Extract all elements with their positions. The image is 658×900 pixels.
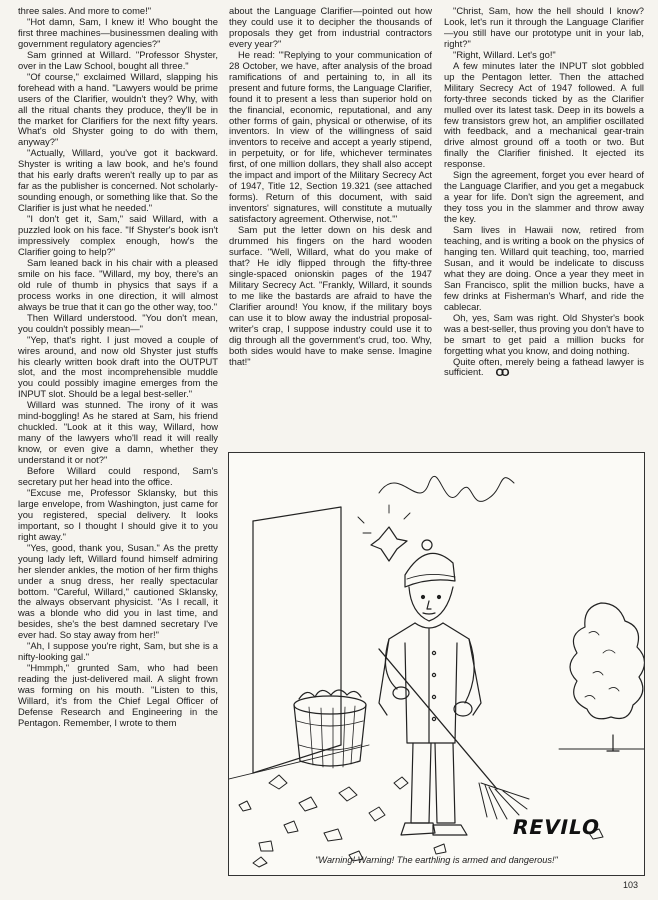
paragraph: "Hmmph," grunted Sam, who had been reading the just-delivered mail. A slight frown was forming on his mouth. "Listen to this, Willard, it's from the Chief Legal Officer of Defense Research and Engineering in the Pentagon. Remember, I wrote to them <box>18 662 218 728</box>
last-paragraph <box>444 357 644 380</box>
paragraph: three sales. And more to come!" <box>18 5 152 16</box>
paragraph: Sam leaned back in his chair with a pleased smile on his face. "Willard, my boy, there's an old rule of thumb in physics that says if a process works in one direction, it will almost always be true that it can go the other way, too." <box>18 256 218 312</box>
cartoon-caption: "Warning! Warning! The earthling is armed and dangerous!" <box>315 855 558 865</box>
paragraph: "Actually, Willard, you've got it backward. Shyster is writing a law book, and he's found that his early drafts weren't really up to par as far as the publisher is concerned. Not scholarly-sounding enough, or something like that. So the Clarifier is just what he needed." <box>18 147 218 214</box>
paragraph: He read: "'Replying to your communication of 28 October, we have, after analysis of the broad ramifications of and pertaining to, in all its present and future forms, the Language Clarifier, found it to present a less than superior hold on the financial, economic, reputational, and any other forms of gain, physical or otherwise, of its inventors. In view of the willingness of said inventors to receive and accept a yearly stipend, in perpetuity, or for life, whichever terminates first, of one million dollars, they shall also accept the impact and import of the Military Secrecy Act of 1947, Title 12, Section 19.321 (see attached forms). Return of this document, with said inventors' signatures, will constitute a mutually satisfactory agreement. Otherwise, not.'" <box>229 48 432 225</box>
paragraph: Oh, yes, Sam was right. Old Shyster's book was a best-seller, thus proving you don't have to be smart to get paid a million bucks for forgetting what you know, and doing nothing. <box>444 311 644 356</box>
paragraph: "Right, Willard. Let's go!" <box>453 48 556 60</box>
paragraph: Willard was stunned. The irony of it was mind-boggling! As he stared at Sam, his friend chuckled. "Look at it this way, Willard, how many of the lawyers who'll read it will really know, or even give a damn, whether they understand it or not?" <box>18 399 218 466</box>
paragraph: "Ah, I suppose you're right, Sam, but she is a nifty-looking gal." <box>18 640 218 663</box>
page-number: 103 <box>622 880 638 890</box>
paragraph: "Christ, Sam, how the hell should I know? Look, let's run it through the Language Clarifier—you still have our prototype unit in your lab, right?" <box>444 5 644 49</box>
paragraph: "Hot damn, Sam, I knew it! Who bought the first three machines—businessmen dealing with government regulatory agencies?" <box>18 15 218 49</box>
paragraph: "I don't get it, Sam," said Willard, with a puzzled look on his face. "If Shyster's book isn't impressively complex enough, how's the Clarifier going to help?" <box>18 213 218 257</box>
paragraph: about the Language Clarifier—pointed out how they could use it to decipher the thousands of proposals they get from industrial contractors every year?" <box>229 5 432 49</box>
paragraph: Before Willard could respond, Sam's secretary put her head into the office. <box>18 465 218 487</box>
paragraph: A few minutes later the INPUT slot gobbled up the Pentagon letter. Then the attached Military Secrecy Act of 1947 followed. A full forty-three seconds ticked by as the Clarifier mulled over its latest task. Deep in its bowels a few transistors grew hot, an amplifier oscillated with feedback, and a mechanical gear-train drive almost ground off a tooth or two. But finally the Clarifier finished. It ejected its response. <box>444 59 644 170</box>
paragraph: Then Willard understood. "You don't mean, you couldn't possibly mean—" <box>18 311 218 334</box>
paragraph: Sam put the letter down on his desk and drummed his fingers on the hard wooden surface. "Well, Willard, what do you make of that? He idly flipped through the fifty-three single-spaced onionskin pages of the 1947 Military Secrecy Act. "Frankly, Willard, it sounds to me like the bastards are afraid to have the Clarifier around! You know, if the military boys can use it to blow away the industrial proposal-writer's crap, I suppose industry could use it to dig through all the government's crud, too. Why, both sides would have to make sense. Imagine that!" <box>229 224 432 367</box>
paragraph: Sam lives in Hawaii now, retired from teaching, and is writing a book on the physics of hanging ten. Willard quit teaching, too, married Susan, and it would be indelicate to discuss what they are doing. Once a year they meet in San Francisco, split the million bucks, have a few drinks at Fisherman's Wharf, and ride the cablecar. <box>444 224 644 312</box>
paragraph-text: Quite often, merely being a fathead lawyer is sufficient. <box>444 355 644 378</box>
artist-signature: REVILO <box>510 815 603 839</box>
article-column-1 <box>18 6 218 729</box>
cartoon-drawing <box>229 453 644 875</box>
paragraph: Sam grinned at Willard. "Professor Shyster, over in the Law School, bought all three." <box>18 48 218 71</box>
paragraph: "Yes, good, thank you, Susan." As the pretty young lady left, Willard found himself admiring her slender ankles, the motion of her firm thighs under a snug dress, her really spectacular bottom. "Careful, Willard," cautioned Sklansky, the always observant physicist. "As I recall, it was a blonde who did you in last time, and besides, she's the best damned secretary I've ever had. So stay away from her!" <box>18 541 218 641</box>
end-mark: OO <box>495 367 507 380</box>
paragraph: Sign the agreement, forget you ever heard of the Language Clarifier, and you get a megabuck a year for life. Don't sign the agreement, and they toss you in the slammer and throw away the key. <box>444 169 644 225</box>
paragraph: "Of course," exclaimed Willard, slapping his forehead with a hand. "Lawyers would be prime users of the Clarifier, wouldn't they? Why, with all the ritual chants they produce, they'll be in the market for Clarifiers for the next fifty years. What's old Shyster going to do with them, anyway?" <box>18 70 218 148</box>
paragraph: "Excuse me, Professor Sklansky, but this large envelope, from Washington, just came for you registered, special delivery. It looks important, so I thought I should give it to you right away." <box>18 486 218 542</box>
article-column-2 <box>229 6 432 367</box>
cartoon <box>228 452 645 876</box>
paragraph: "Yep, that's right. I just moved a couple of wires around, and now old Shyster just stuffs his clearly written book draft into the OUTPUT slot, and the most incomprehensible muddle you could possibly imagine emerges from the INPUT slot. Should be a legal best-seller." <box>18 333 218 400</box>
article-column-3 <box>444 6 644 379</box>
